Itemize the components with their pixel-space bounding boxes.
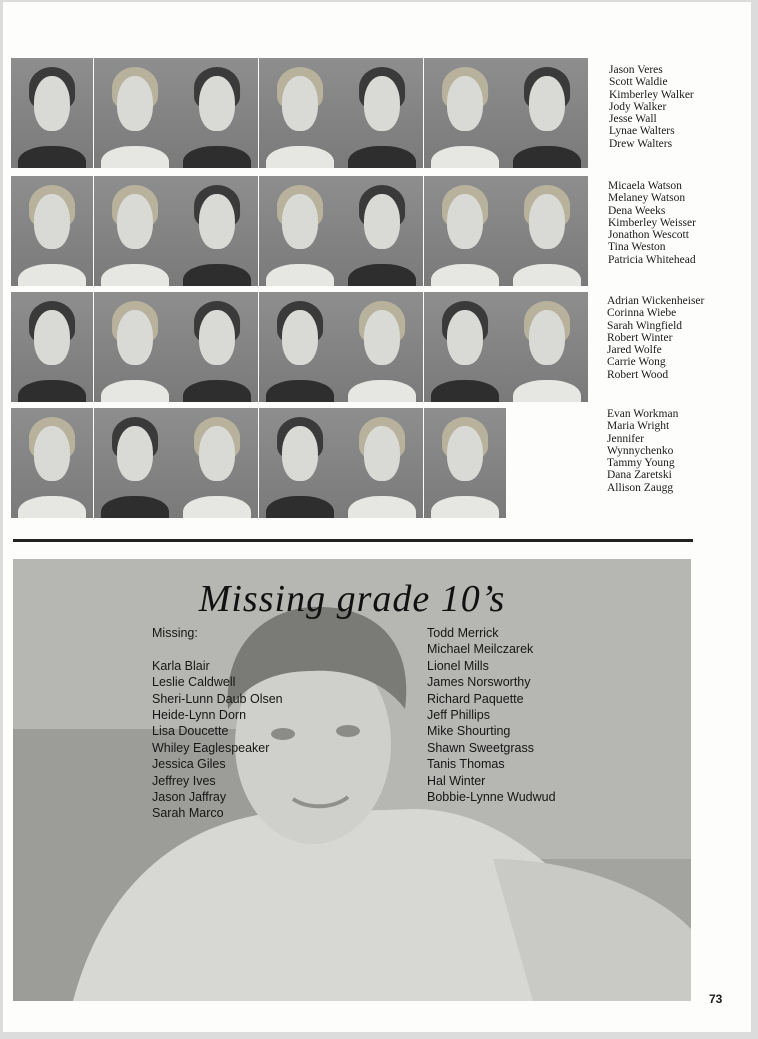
name-entry: Drew Walters xyxy=(609,137,673,150)
page-number: 73 xyxy=(709,992,723,1006)
student-portrait xyxy=(176,58,258,168)
student-portrait xyxy=(506,58,588,168)
student-portrait xyxy=(424,58,506,168)
student-portrait xyxy=(259,58,341,168)
student-portrait xyxy=(94,58,176,168)
missing-name: Sheri-Lunn Daub Olsen xyxy=(152,691,283,706)
name-entry: Tammy Young xyxy=(607,457,675,470)
missing-name: Richard Paquette xyxy=(427,691,524,706)
name-entry: Evan Workman xyxy=(607,408,679,420)
name-entry: Jason Veres xyxy=(609,64,663,76)
name-entry: Scott Waldie xyxy=(609,76,668,89)
student-portrait xyxy=(94,408,176,518)
name-entry: Patricia Whitehead xyxy=(608,253,696,266)
student-portrait xyxy=(176,292,258,402)
name-entry: Robert Winter xyxy=(607,331,673,344)
name-entry: Jonathon Wescott xyxy=(608,229,689,242)
section-title: Missing grade 10’s xyxy=(198,578,506,620)
student-portrait xyxy=(11,58,93,168)
missing-name: Michael Meilczarek xyxy=(427,642,534,657)
student-portrait xyxy=(176,408,258,518)
name-entry: Robert Wood xyxy=(607,368,669,381)
name-entry: Kimberley Weisser xyxy=(608,216,696,229)
name-entry: Tina Weston xyxy=(608,241,666,254)
name-entry: Jennifer xyxy=(607,432,645,445)
name-entry: Micaela Watson xyxy=(608,180,682,192)
name-entry: Maria Wright xyxy=(607,420,670,433)
name-list-row-1 xyxy=(609,64,694,150)
student-portrait xyxy=(11,176,93,286)
student-portrait xyxy=(259,408,341,518)
name-entry: Sarah Wingfield xyxy=(607,319,683,332)
section-divider xyxy=(13,539,693,542)
student-portrait xyxy=(11,292,93,402)
missing-name: Bobbie-Lynne Wudwud xyxy=(427,789,556,804)
student-portrait xyxy=(94,292,176,402)
student-portrait xyxy=(341,176,423,286)
missing-name: Lisa Doucette xyxy=(152,724,229,739)
student-portrait xyxy=(506,292,588,402)
missing-name: Karla Blair xyxy=(152,658,210,673)
yearbook-page xyxy=(3,2,751,1032)
name-entry: Corinna Wiebe xyxy=(607,307,677,320)
missing-name: Jeff Phillips xyxy=(427,707,490,722)
background-photo-illustration xyxy=(13,559,691,1001)
missing-name: Mike Shourting xyxy=(427,724,511,739)
missing-name: James Norsworthy xyxy=(427,675,531,690)
missing-name: Heide-Lynn Dorn xyxy=(152,707,247,722)
missing-name: Shawn Sweetgrass xyxy=(427,740,535,755)
missing-name: Jeffrey Ives xyxy=(152,773,216,788)
spacer xyxy=(152,641,283,657)
name-entry: Adrian Wickenheiser xyxy=(607,295,705,307)
missing-students-feature-photo xyxy=(13,559,691,1001)
missing-name: Tanis Thomas xyxy=(427,757,505,772)
name-entry: Jesse Wall xyxy=(609,113,657,126)
name-entry: Lynae Walters xyxy=(609,125,675,138)
name-entry: Kimberley Walker xyxy=(609,88,694,101)
missing-name: Leslie Caldwell xyxy=(152,675,236,690)
student-portrait xyxy=(424,176,506,286)
name-list-row-2 xyxy=(608,180,696,266)
missing-list-right xyxy=(427,625,556,805)
student-portrait xyxy=(259,292,341,402)
name-entry: Jared Wolfe xyxy=(607,344,662,357)
missing-name: Jason Jaffray xyxy=(152,789,227,804)
missing-name: Jessica Giles xyxy=(152,757,226,772)
missing-name: Whiley Eaglespeaker xyxy=(152,740,270,755)
missing-name: Todd Merrick xyxy=(427,626,499,640)
name-entry: Jody Walker xyxy=(609,100,667,113)
missing-label: Missing: xyxy=(152,626,198,640)
student-portrait xyxy=(176,176,258,286)
name-list-row-4 xyxy=(607,408,678,494)
student-portrait xyxy=(424,408,506,518)
name-entry: Wynnychenko xyxy=(607,444,674,457)
student-portrait xyxy=(341,58,423,168)
name-entry: Carrie Wong xyxy=(607,356,666,369)
missing-name: Sarah Marco xyxy=(152,806,224,821)
name-entry: Allison Zaugg xyxy=(607,481,674,494)
name-list-row-3 xyxy=(607,295,704,381)
name-entry: Melaney Watson xyxy=(608,192,686,205)
missing-list-left xyxy=(152,625,283,822)
student-portrait xyxy=(341,408,423,518)
missing-name: Hal Winter xyxy=(427,773,486,788)
missing-name: Lionel Mills xyxy=(427,658,489,673)
student-portrait xyxy=(11,408,93,518)
student-portrait xyxy=(259,176,341,286)
student-portrait xyxy=(341,292,423,402)
student-portrait xyxy=(424,292,506,402)
student-portrait xyxy=(94,176,176,286)
student-portrait xyxy=(506,176,588,286)
name-entry: Dena Weeks xyxy=(608,204,666,217)
name-entry: Dana Zaretski xyxy=(607,469,672,482)
